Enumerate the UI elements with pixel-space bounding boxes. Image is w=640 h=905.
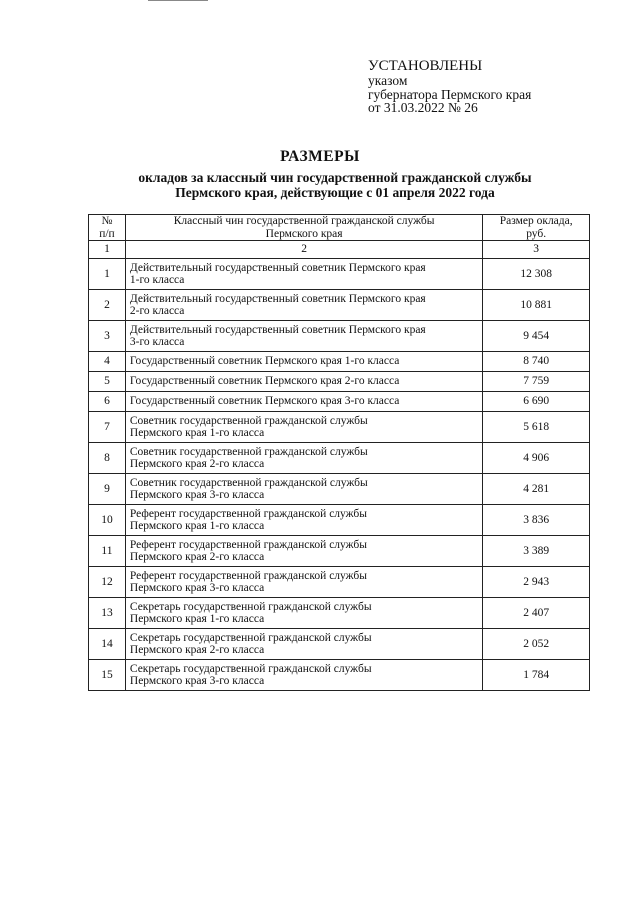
- row-rank-line-1: Действительный государственный советник Пермского края: [129, 292, 426, 305]
- row-rank: [125, 660, 482, 691]
- row-number: 13: [89, 598, 126, 629]
- row-number: 12: [89, 567, 126, 598]
- row-rank-line-2: 2-го класса: [129, 305, 185, 317]
- salary-table: [88, 214, 590, 691]
- header-rank-line-1: Классный чин государственной гражданской службы: [173, 215, 435, 227]
- row-rank: [125, 352, 482, 372]
- row-number: 8: [89, 443, 126, 474]
- subtitle-line-1: окладов за классный чин государственной гражданской службы: [138, 170, 532, 185]
- row-number: 1: [89, 259, 126, 290]
- header-amount-line-1: Размер оклада,: [499, 215, 573, 227]
- row-number: 11: [89, 536, 126, 567]
- row-rank: [125, 392, 482, 412]
- row-rank-line-2: Пермского края 1-го класса: [129, 613, 265, 625]
- row-rank-line-1: Действительный государственный советник Пермского края: [129, 323, 426, 336]
- header-amount: [483, 215, 590, 241]
- row-rank: [125, 443, 482, 474]
- table-row: [89, 567, 590, 598]
- row-amount: 12 308: [483, 259, 590, 290]
- row-amount: 8 740: [483, 352, 590, 372]
- table-row: [89, 372, 590, 392]
- approval-act-type: указом: [368, 73, 408, 88]
- table-row: [89, 412, 590, 443]
- approval-date-number: от 31.03.2022 № 26: [368, 100, 478, 115]
- row-rank-line-2: Пермского края 2-го класса: [129, 458, 265, 470]
- header-rank-line-2: Пермского края: [265, 227, 343, 240]
- scan-edge-mark: [148, 0, 208, 4]
- table-row: [89, 290, 590, 321]
- row-rank: [125, 474, 482, 505]
- row-rank-line-2: Пермского края 1-го класса: [129, 520, 265, 532]
- row-amount: 4 281: [483, 474, 590, 505]
- row-rank: [125, 567, 482, 598]
- row-rank-line-1: Государственный советник Пермского края 3-го класса: [129, 395, 400, 408]
- table-row: [89, 443, 590, 474]
- row-amount: 7 759: [483, 372, 590, 392]
- row-rank-line-1: Государственный советник Пермского края 1-го класса: [129, 355, 400, 368]
- row-number: 14: [89, 629, 126, 660]
- row-rank: [125, 412, 482, 443]
- row-number: 2: [89, 290, 126, 321]
- table-row: [89, 536, 590, 567]
- row-amount: 2 052: [483, 629, 590, 660]
- row-rank: [125, 372, 482, 392]
- header-amount-line-2: руб.: [526, 227, 547, 240]
- header-rank: [125, 215, 482, 241]
- row-amount: 6 690: [483, 392, 590, 412]
- row-amount: 10 881: [483, 290, 590, 321]
- row-rank-line-2: Пермского края 3-го класса: [129, 675, 265, 687]
- row-rank: [125, 259, 482, 290]
- row-rank: [125, 598, 482, 629]
- table-header-row: [89, 215, 590, 241]
- row-number: 5: [89, 372, 126, 392]
- column-index-3: 3: [483, 241, 590, 259]
- header-number-line-2: п/п: [99, 227, 115, 240]
- row-rank-line-1: Советник государственной гражданской службы: [129, 414, 368, 427]
- row-rank-line-2: Пермского края 1-го класса: [129, 427, 265, 439]
- row-rank: [125, 290, 482, 321]
- row-amount: 5 618: [483, 412, 590, 443]
- column-index-1: 1: [89, 241, 126, 259]
- row-rank: [125, 629, 482, 660]
- table-row: [89, 598, 590, 629]
- table-row: [89, 321, 590, 352]
- approval-issuer: губернатора Пермского края: [368, 86, 532, 102]
- row-number: 3: [89, 321, 126, 352]
- row-rank-line-1: Государственный советник Пермского края 2-го класса: [129, 375, 400, 388]
- document-subtitle: [0, 171, 640, 200]
- document-title: РАЗМЕРЫ: [280, 148, 360, 165]
- row-rank-line-1: Советник государственной гражданской службы: [129, 476, 368, 489]
- table-row: [89, 660, 590, 691]
- column-index-2: 2: [125, 241, 482, 259]
- row-number: 15: [89, 660, 126, 691]
- row-rank-line-1: Референт государственной гражданской службы: [129, 538, 368, 551]
- row-rank-line-2: 3-го класса: [129, 336, 185, 348]
- row-rank-line-2: Пермского края 2-го класса: [129, 551, 265, 563]
- row-rank-line-2: Пермского края 2-го класса: [129, 644, 265, 656]
- approval-status: УСТАНОВЛЕНЫ: [368, 58, 483, 74]
- table-row: [89, 474, 590, 505]
- row-rank-line-1: Референт государственной гражданской службы: [129, 507, 368, 520]
- row-amount: 2 407: [483, 598, 590, 629]
- row-rank-line-1: Действительный государственный советник Пермского края: [129, 261, 426, 274]
- table-row: [89, 259, 590, 290]
- row-amount: 9 454: [483, 321, 590, 352]
- row-rank-line-1: Референт государственной гражданской службы: [129, 569, 368, 582]
- row-number: 4: [89, 352, 126, 372]
- table-row: [89, 352, 590, 372]
- row-number: 10: [89, 505, 126, 536]
- row-amount: 4 906: [483, 443, 590, 474]
- row-rank-line-1: Секретарь государственной гражданской службы: [129, 631, 372, 644]
- row-number: 6: [89, 392, 126, 412]
- row-rank: [125, 321, 482, 352]
- row-rank-line-2: Пермского края 3-го класса: [129, 489, 265, 501]
- row-rank: [125, 536, 482, 567]
- row-rank-line-1: Секретарь государственной гражданской службы: [129, 600, 372, 613]
- subtitle-line-2: Пермского края, действующие с 01 апреля 2022 года: [175, 184, 495, 200]
- row-amount: 1 784: [483, 660, 590, 691]
- row-number: 9: [89, 474, 126, 505]
- row-amount: 3 836: [483, 505, 590, 536]
- row-rank-line-2: Пермского края 3-го класса: [129, 582, 265, 594]
- header-number: [89, 215, 126, 241]
- row-number: 7: [89, 412, 126, 443]
- row-rank-line-2: 1-го класса: [129, 274, 185, 286]
- table-row: [89, 505, 590, 536]
- row-rank: [125, 505, 482, 536]
- column-index-row: [89, 241, 590, 259]
- row-amount: 3 389: [483, 536, 590, 567]
- row-amount: 2 943: [483, 567, 590, 598]
- row-rank-line-1: Секретарь государственной гражданской службы: [129, 662, 372, 675]
- table-row: [89, 392, 590, 412]
- header-number-line-1: №: [101, 215, 113, 227]
- table-row: [89, 629, 590, 660]
- approval-stamp: [368, 58, 531, 115]
- row-rank-line-1: Советник государственной гражданской службы: [129, 445, 368, 458]
